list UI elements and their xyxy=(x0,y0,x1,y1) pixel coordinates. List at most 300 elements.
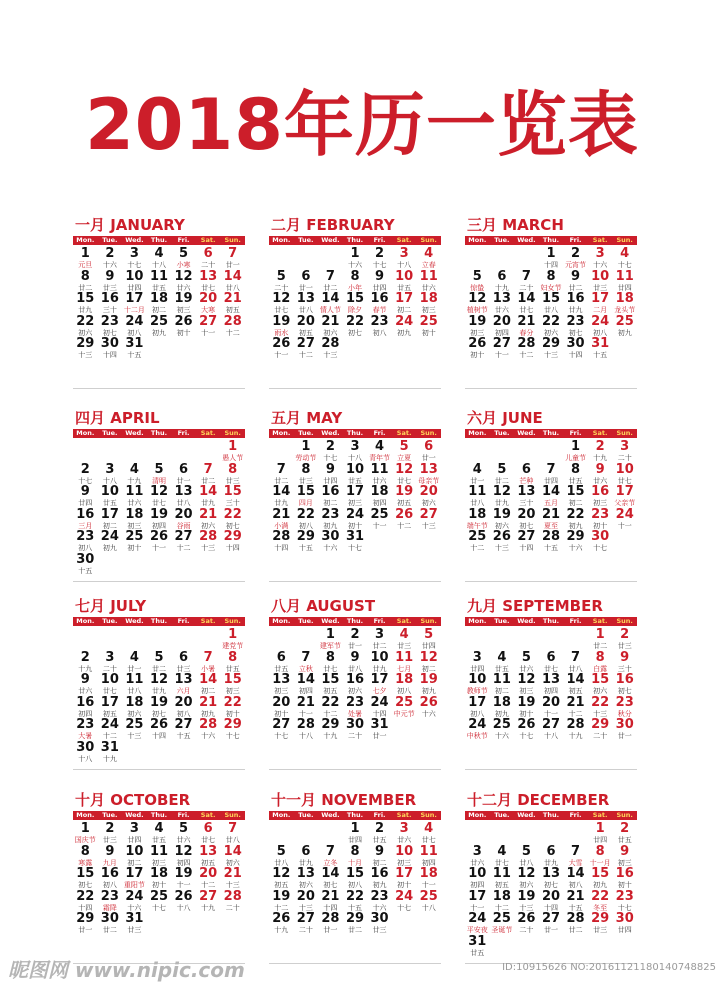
day-cell xyxy=(171,651,196,674)
day-number: 2 xyxy=(571,247,581,261)
lunar-label: 初四 xyxy=(421,858,436,867)
lunar-label: 初四 xyxy=(543,687,558,695)
day-number: 17 xyxy=(100,695,119,710)
day-cell xyxy=(171,508,196,531)
day-cell xyxy=(73,270,98,293)
day-number: 2 xyxy=(375,247,385,261)
lunar-label: 初五 xyxy=(568,687,583,695)
day-number: 29 xyxy=(345,912,365,926)
day-number: 27 xyxy=(541,912,561,926)
day-number: 23 xyxy=(566,314,585,329)
lunar-label: 十六 xyxy=(323,544,338,552)
lunar-label: 小满 xyxy=(274,521,289,530)
day-cell xyxy=(539,485,564,508)
lunar-label: 十七 xyxy=(593,544,608,552)
day-cell xyxy=(490,337,515,360)
day-number: 25 xyxy=(125,530,144,544)
day-cell xyxy=(416,867,441,890)
day-cell xyxy=(392,270,417,293)
weekday-label: Thu. xyxy=(542,617,560,625)
day-number: 14 xyxy=(566,867,585,881)
day-number: 20 xyxy=(199,292,218,306)
weekday-label: Fri. xyxy=(373,429,386,437)
day-number: 12 xyxy=(492,485,511,499)
lunar-label: 初五 xyxy=(397,499,412,507)
day-number: 29 xyxy=(296,530,315,544)
day-number: 17 xyxy=(125,867,144,881)
day-number: 23 xyxy=(615,695,634,710)
lunar-label: 十八 xyxy=(102,476,117,485)
day-number: 3 xyxy=(472,844,482,859)
day-cell xyxy=(514,718,539,741)
day-cell xyxy=(539,718,564,741)
day-number: 27 xyxy=(272,718,291,732)
day-cell xyxy=(392,673,417,696)
day-cell xyxy=(612,867,637,890)
day-cell xyxy=(392,463,417,486)
lunar-label: 小暑 xyxy=(201,664,216,673)
day-cell xyxy=(367,890,392,913)
weekday-label: Wed. xyxy=(321,811,340,819)
day-number: 10 xyxy=(100,485,119,499)
lunar-label: 初十 xyxy=(151,881,166,889)
lunar-label: 春节 xyxy=(372,306,387,314)
lunar-label: 十八 xyxy=(347,454,362,462)
lunar-label: 廿三 xyxy=(617,642,632,650)
day-cell xyxy=(171,530,196,553)
day-cell xyxy=(269,292,294,315)
day-number: 6 xyxy=(179,462,189,477)
day-number: 20 xyxy=(419,485,438,499)
lunar-label: 十三 xyxy=(225,881,240,889)
lunar-label: 三十 xyxy=(225,499,240,507)
day-number: 11 xyxy=(419,269,438,284)
month-divider xyxy=(269,388,441,389)
day-number: 26 xyxy=(174,314,193,329)
day-number: 8 xyxy=(228,650,238,665)
month-divider xyxy=(465,581,637,582)
lunar-label: 廿八 xyxy=(298,306,313,314)
month-block xyxy=(269,408,441,553)
month-divider xyxy=(73,769,245,770)
lunar-label: 廿四 xyxy=(78,499,93,507)
day-cell xyxy=(563,270,588,293)
day-number: 10 xyxy=(615,462,634,477)
day-number: 9 xyxy=(375,269,385,284)
lunar-label: 二十 xyxy=(519,926,534,934)
lunar-label: 廿三 xyxy=(225,476,240,485)
lunar-label: 廿四 xyxy=(421,642,436,650)
day-number: 15 xyxy=(566,485,585,499)
day-number: 17 xyxy=(615,485,634,499)
day-cell xyxy=(490,530,515,553)
day-number: 4 xyxy=(129,650,139,665)
day-number: 31 xyxy=(591,337,610,351)
day-cell xyxy=(220,845,245,868)
day-cell xyxy=(343,530,368,553)
empty-cell xyxy=(563,822,588,845)
lunar-label: 初五 xyxy=(274,881,289,889)
day-cell xyxy=(294,292,319,315)
lunar-label: 建党节 xyxy=(222,642,244,650)
lunar-label: 春分 xyxy=(519,328,534,337)
day-cell xyxy=(612,292,637,315)
day-number: 15 xyxy=(345,867,365,881)
lunar-label: 十一 xyxy=(617,521,632,530)
day-cell xyxy=(171,292,196,315)
day-number: 25 xyxy=(149,889,169,904)
day-number: 22 xyxy=(591,889,610,904)
lunar-label: 立春 xyxy=(421,261,436,269)
day-number: 16 xyxy=(370,292,389,306)
lunar-label: 初八 xyxy=(102,881,117,889)
day-cell xyxy=(539,463,564,486)
day-number: 20 xyxy=(541,889,561,904)
day-number: 12 xyxy=(395,462,414,477)
day-cell xyxy=(465,485,490,508)
day-number: 5 xyxy=(276,269,286,284)
lunar-label: 廿八 xyxy=(347,664,362,673)
empty-cell xyxy=(465,440,490,463)
day-cell xyxy=(563,867,588,890)
lunar-label: 十四 xyxy=(543,261,558,269)
lunar-label: 十七 xyxy=(397,903,412,912)
lunar-label: 初四 xyxy=(372,499,387,507)
lunar-label: 初二 xyxy=(201,687,216,695)
day-cell xyxy=(416,463,441,486)
lunar-label: 初七 xyxy=(225,521,240,530)
weekday-label: Wed. xyxy=(125,429,144,437)
day-cell xyxy=(514,530,539,553)
lunar-label: 十二 xyxy=(519,351,534,359)
lunar-label: 廿四 xyxy=(127,283,142,292)
day-cell xyxy=(465,867,490,890)
lunar-label: 廿二 xyxy=(347,926,362,934)
lunar-label: 十九 xyxy=(274,926,289,934)
day-number: 16 xyxy=(76,507,95,522)
day-cell xyxy=(220,292,245,315)
lunar-label: 廿一 xyxy=(78,926,93,934)
lunar-label: 十一 xyxy=(470,903,485,912)
day-cell xyxy=(367,673,392,696)
weekday-header xyxy=(465,811,637,820)
day-number: 27 xyxy=(199,889,218,904)
lunar-label: 初七 xyxy=(347,328,362,337)
day-cell xyxy=(563,530,588,553)
watermark: 昵图网 www.nipic.com xyxy=(8,958,245,982)
day-cell xyxy=(147,718,172,741)
day-cell xyxy=(563,485,588,508)
day-cell xyxy=(514,463,539,486)
day-number: 9 xyxy=(80,485,90,499)
month-title: 八月 AUGUST xyxy=(271,597,376,615)
lunar-label: 愚人节 xyxy=(222,454,244,462)
day-number: 6 xyxy=(521,462,531,477)
day-number: 24 xyxy=(615,507,634,522)
lunar-label: 小寒 xyxy=(176,261,191,269)
day-number: 9 xyxy=(325,462,335,477)
day-number: 20 xyxy=(272,695,291,710)
empty-cell xyxy=(539,628,564,651)
empty-cell xyxy=(98,628,123,651)
day-grid xyxy=(73,247,245,360)
day-cell xyxy=(318,867,343,890)
lunar-label: 初八 xyxy=(593,328,608,337)
day-number: 26 xyxy=(395,507,414,522)
month-block xyxy=(465,215,637,360)
day-cell xyxy=(147,696,172,719)
day-cell xyxy=(465,845,490,868)
lunar-label: 十一 xyxy=(298,709,313,718)
day-number: 13 xyxy=(296,867,315,881)
day-cell xyxy=(490,673,515,696)
day-cell xyxy=(588,247,613,270)
day-cell xyxy=(343,270,368,293)
weekday-header xyxy=(73,236,245,245)
lunar-label: 初三 xyxy=(593,499,608,507)
lunar-label: 十三 xyxy=(519,903,534,912)
lunar-label: 初九 xyxy=(372,881,387,889)
lunar-label: 廿五 xyxy=(568,476,583,485)
day-number: 19 xyxy=(272,314,291,329)
day-number: 26 xyxy=(492,530,511,544)
day-number: 8 xyxy=(571,462,581,477)
month-title: 十月 OCTOBER xyxy=(75,791,191,809)
day-cell xyxy=(416,822,441,845)
day-cell xyxy=(98,508,123,531)
lunar-label: 初十 xyxy=(593,521,608,530)
day-grid xyxy=(73,440,245,575)
day-number: 27 xyxy=(492,337,511,351)
day-cell xyxy=(220,463,245,486)
day-cell xyxy=(612,912,637,935)
weekday-label: Mon. xyxy=(272,811,291,819)
day-number: 1 xyxy=(546,247,556,261)
day-cell xyxy=(147,315,172,338)
month-title: 四月 APRIL xyxy=(75,409,160,427)
day-cell xyxy=(196,292,221,315)
month-title: 七月 JULY xyxy=(75,597,147,615)
weekday-label: Mon. xyxy=(272,236,291,244)
lunar-label: 廿三 xyxy=(102,836,117,844)
lunar-label: 廿六 xyxy=(176,283,191,292)
day-cell xyxy=(122,247,147,270)
lunar-label: 初八 xyxy=(78,544,93,552)
lunar-label: 十二月 xyxy=(123,306,145,314)
day-number: 1 xyxy=(80,822,90,836)
day-number: 1 xyxy=(301,440,311,454)
lunar-label: 初七 xyxy=(519,521,534,530)
day-cell xyxy=(269,485,294,508)
month-divider xyxy=(73,388,245,389)
weekday-label: Sun. xyxy=(224,236,241,244)
day-cell xyxy=(563,696,588,719)
weekday-label: Sat. xyxy=(200,617,216,625)
day-cell xyxy=(612,315,637,338)
day-number: 7 xyxy=(228,247,238,261)
day-number: 16 xyxy=(345,673,365,687)
day-cell xyxy=(196,270,221,293)
day-cell xyxy=(98,673,123,696)
day-cell xyxy=(269,508,294,531)
day-cell xyxy=(416,292,441,315)
day-number: 8 xyxy=(80,269,90,284)
lunar-label: 初六 xyxy=(298,881,313,889)
day-cell xyxy=(588,890,613,913)
weekday-label: Fri. xyxy=(569,236,582,244)
day-cell xyxy=(392,315,417,338)
day-number: 13 xyxy=(272,673,291,687)
lunar-label: 冬至 xyxy=(593,903,608,912)
lunar-label: 廿五 xyxy=(372,836,387,844)
day-number: 10 xyxy=(591,269,610,284)
lunar-label: 廿二 xyxy=(568,926,583,934)
lunar-label: 十一 xyxy=(151,544,166,552)
lunar-label: 三十 xyxy=(519,499,534,507)
day-cell xyxy=(98,912,123,935)
lunar-label: 廿四 xyxy=(323,476,338,485)
day-cell xyxy=(98,463,123,486)
day-number: 2 xyxy=(375,822,385,836)
page-title: 2018年历一览表 xyxy=(85,84,639,166)
day-cell xyxy=(294,673,319,696)
lunar-label: 十五 xyxy=(78,566,93,575)
lunar-label: 廿四 xyxy=(543,476,558,485)
weekday-label: Tue. xyxy=(494,429,510,437)
day-cell xyxy=(196,651,221,674)
day-cell xyxy=(196,718,221,741)
day-cell xyxy=(367,845,392,868)
lunar-label: 初十 xyxy=(274,709,289,718)
day-cell xyxy=(539,696,564,719)
day-cell xyxy=(294,845,319,868)
day-cell xyxy=(563,718,588,741)
lunar-label: 十七 xyxy=(617,903,632,912)
day-cell xyxy=(490,890,515,913)
empty-cell xyxy=(514,822,539,845)
day-number: 9 xyxy=(105,844,115,859)
day-number: 2 xyxy=(105,247,115,261)
lunar-label: 初十 xyxy=(397,881,412,889)
empty-cell xyxy=(539,440,564,463)
weekday-label: Sat. xyxy=(592,617,608,625)
lunar-label: 廿九 xyxy=(372,664,387,673)
day-number: 16 xyxy=(76,695,95,710)
day-number: 11 xyxy=(370,462,389,477)
weekday-label: Sun. xyxy=(420,811,437,819)
day-cell xyxy=(612,718,637,741)
weekday-label: Sun. xyxy=(616,617,633,625)
day-number: 26 xyxy=(174,889,193,904)
day-number: 29 xyxy=(76,337,95,351)
lunar-label: 初二 xyxy=(421,664,436,673)
day-cell xyxy=(392,508,417,531)
lunar-label: 寒露 xyxy=(78,858,93,867)
weekday-label: Thu. xyxy=(346,617,364,625)
day-cell xyxy=(539,247,564,270)
day-number: 28 xyxy=(541,530,561,544)
day-number: 2 xyxy=(620,822,630,836)
lunar-label: 元宵节 xyxy=(565,261,587,269)
lunar-label: 龙头节 xyxy=(614,306,636,314)
day-number: 10 xyxy=(395,844,414,859)
lunar-label: 廿一 xyxy=(543,926,558,934)
day-cell xyxy=(318,912,343,935)
lunar-label: 教师节 xyxy=(466,687,488,695)
lunar-label: 端午节 xyxy=(466,521,488,530)
month-block xyxy=(73,596,245,763)
day-cell xyxy=(514,673,539,696)
lunar-label: 廿五 xyxy=(470,948,485,957)
lunar-label: 初四 xyxy=(494,328,509,337)
month-divider xyxy=(269,963,441,964)
lunar-label: 十九 xyxy=(494,283,509,292)
day-cell xyxy=(269,315,294,338)
lunar-label: 十四 xyxy=(102,351,117,359)
day-number: 3 xyxy=(595,247,605,261)
weekday-label: Thu. xyxy=(150,617,168,625)
day-number: 2 xyxy=(620,628,630,642)
weekday-label: Sat. xyxy=(592,429,608,437)
day-number: 26 xyxy=(149,718,169,732)
lunar-label: 十七 xyxy=(225,732,240,740)
empty-cell xyxy=(73,440,98,463)
day-cell xyxy=(122,485,147,508)
lunar-label: 初三 xyxy=(274,687,289,695)
weekday-header xyxy=(465,429,637,438)
day-number: 8 xyxy=(595,650,605,665)
empty-cell xyxy=(514,247,539,270)
lunar-label: 七月 xyxy=(397,664,412,673)
lunar-label: 十三 xyxy=(323,351,338,359)
day-cell xyxy=(367,508,392,531)
day-cell xyxy=(588,867,613,890)
weekday-label: Fri. xyxy=(177,617,190,625)
month-block xyxy=(73,790,245,935)
lunar-label: 廿五 xyxy=(397,283,412,292)
lunar-label: 儿童节 xyxy=(565,454,587,462)
day-number: 6 xyxy=(203,247,213,261)
empty-cell xyxy=(318,822,343,845)
day-cell xyxy=(98,247,123,270)
lunar-label: 芒种 xyxy=(519,476,534,485)
weekday-label: Sun. xyxy=(420,617,437,625)
lunar-label: 廿九 xyxy=(298,858,313,867)
lunar-label: 十七 xyxy=(323,454,338,462)
lunar-label: 廿六 xyxy=(127,499,142,507)
day-number: 18 xyxy=(492,695,511,710)
lunar-label: 十九 xyxy=(201,903,216,912)
day-cell xyxy=(73,463,98,486)
day-number: 21 xyxy=(566,695,585,710)
weekday-header xyxy=(269,236,441,245)
lunar-label: 十七 xyxy=(151,903,166,912)
day-number: 15 xyxy=(345,292,365,306)
day-number: 11 xyxy=(492,867,511,881)
day-cell xyxy=(147,247,172,270)
day-number: 3 xyxy=(129,822,139,836)
lunar-label: 初二 xyxy=(568,499,583,507)
day-number: 4 xyxy=(399,628,409,642)
day-number: 23 xyxy=(345,695,365,710)
day-number: 19 xyxy=(149,695,169,710)
lunar-label: 二十 xyxy=(593,732,608,740)
lunar-label: 十三 xyxy=(593,709,608,718)
day-number: 6 xyxy=(301,269,311,284)
day-number: 22 xyxy=(76,314,95,329)
day-cell xyxy=(318,628,343,651)
day-number: 29 xyxy=(591,718,610,732)
